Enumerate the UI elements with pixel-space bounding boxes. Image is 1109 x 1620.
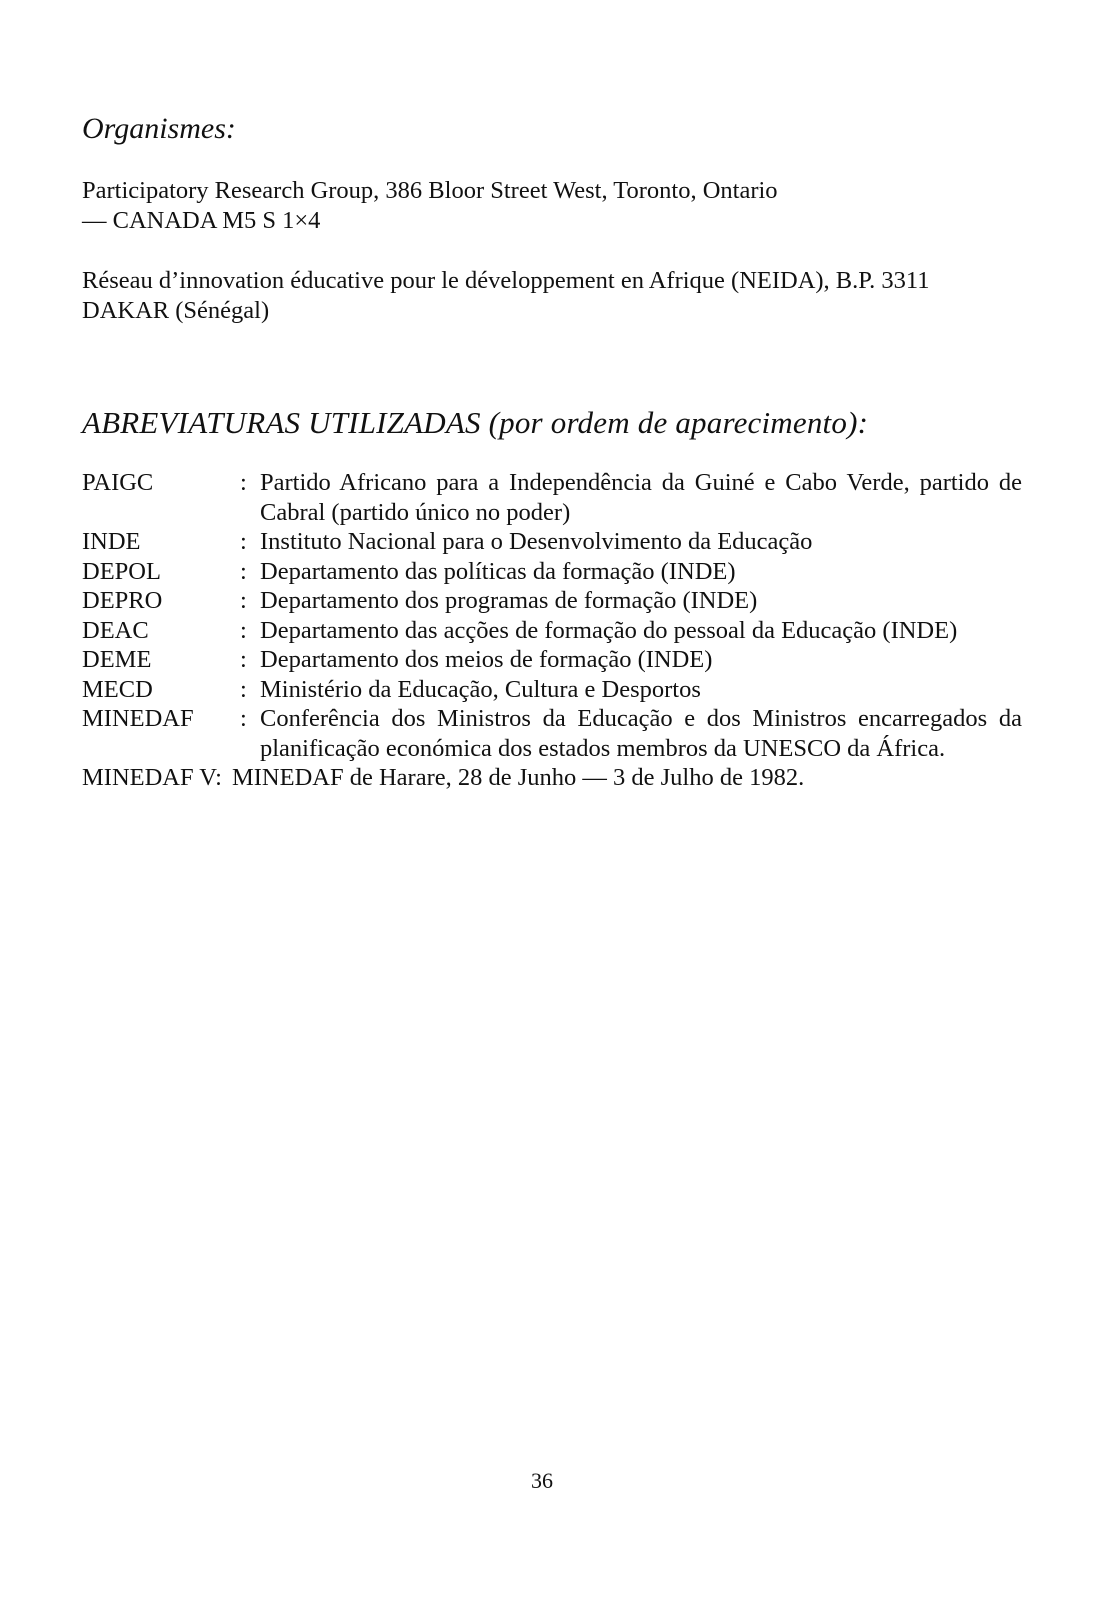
abbreviations-list xyxy=(82,468,1022,793)
abbreviation-colon: : xyxy=(240,557,247,585)
organism-address-1 xyxy=(82,176,1022,236)
organism-address-2 xyxy=(82,266,1022,326)
abbreviation-term: DEME xyxy=(82,646,152,673)
abbreviation-colon: : xyxy=(240,528,247,555)
abbreviation-row-deme xyxy=(82,645,1022,675)
abbreviation-definition: MINEDAF de Harare, 28 de Junho — 3 de Julho de 1982. xyxy=(231,764,805,791)
abbreviation-definition: Ministério da Educação, Cultura e Desportos xyxy=(260,675,701,703)
abbreviation-colon: : xyxy=(240,469,247,496)
abbreviation-row-paigc xyxy=(82,468,1022,527)
abbreviation-term: MINEDAF xyxy=(82,705,194,732)
abbreviation-row-mecd xyxy=(82,675,1022,705)
abbreviations-heading: ABREVIATURAS UTILIZADAS (por ordem de aparecimento): xyxy=(82,405,869,440)
abbreviation-colon: : xyxy=(240,646,247,673)
abbreviation-term: DEPOL xyxy=(82,557,161,585)
abbreviation-row-inde xyxy=(82,527,1022,557)
abbreviation-definition: Departamento das acções de formação do pessoal da Educação (INDE) xyxy=(260,616,958,644)
abbreviation-colon: : xyxy=(240,587,247,614)
abbreviation-row-deac xyxy=(82,616,1022,646)
abbreviation-term: MECD xyxy=(82,675,153,703)
abbreviation-term: INDE xyxy=(82,528,141,555)
abbreviation-definition: Departamento dos programas de formação (INDE) xyxy=(260,587,758,614)
document-page xyxy=(82,0,1022,1620)
organism-address-2-line-2: DAKAR (Sénégal) xyxy=(82,297,270,324)
abbreviation-definition: Conferência dos Ministros da Educação e dos Ministros encarregados da planificação económica dos estados membros da UNESCO da África. xyxy=(260,705,1022,762)
abbreviation-definition: Departamento das políticas da formação (INDE) xyxy=(260,557,736,585)
organism-address-2-line-1: Réseau d’innovation éducative pour le développement en Afrique (NEIDA), B.P. 3311 xyxy=(82,267,930,294)
page-number: 36 xyxy=(531,1468,553,1493)
organism-address-1-line-1: Participatory Research Group, 386 Bloor Street West, Toronto, Ontario xyxy=(82,177,778,204)
abbreviation-term: DEAC xyxy=(82,616,149,644)
abbreviation-row-depol xyxy=(82,557,1022,587)
abbreviation-definition: Departamento dos meios de formação (INDE) xyxy=(260,646,713,673)
organismes-heading: Organismes: xyxy=(82,112,236,145)
abbreviation-term: DEPRO xyxy=(82,587,163,614)
abbreviation-row-depro xyxy=(82,586,1022,616)
abbreviation-term: PAIGC xyxy=(82,469,154,496)
abbreviation-term: MINEDAF V: xyxy=(82,764,222,791)
abbreviation-definition: Partido Africano para a Independência da Guiné e Cabo Verde, partido de Cabral (partido único no poder) xyxy=(260,469,1022,526)
abbreviation-row-minedaf-v xyxy=(82,763,1022,793)
organism-address-1-line-2: — CANADA M5 S 1×4 xyxy=(82,207,321,234)
abbreviation-colon: : xyxy=(240,675,247,703)
abbreviation-definition: Instituto Nacional para o Desenvolvimento da Educação xyxy=(260,528,813,555)
abbreviation-row-minedaf xyxy=(82,704,1022,763)
abbreviation-colon: : xyxy=(240,705,247,732)
abbreviation-colon: : xyxy=(240,616,247,644)
